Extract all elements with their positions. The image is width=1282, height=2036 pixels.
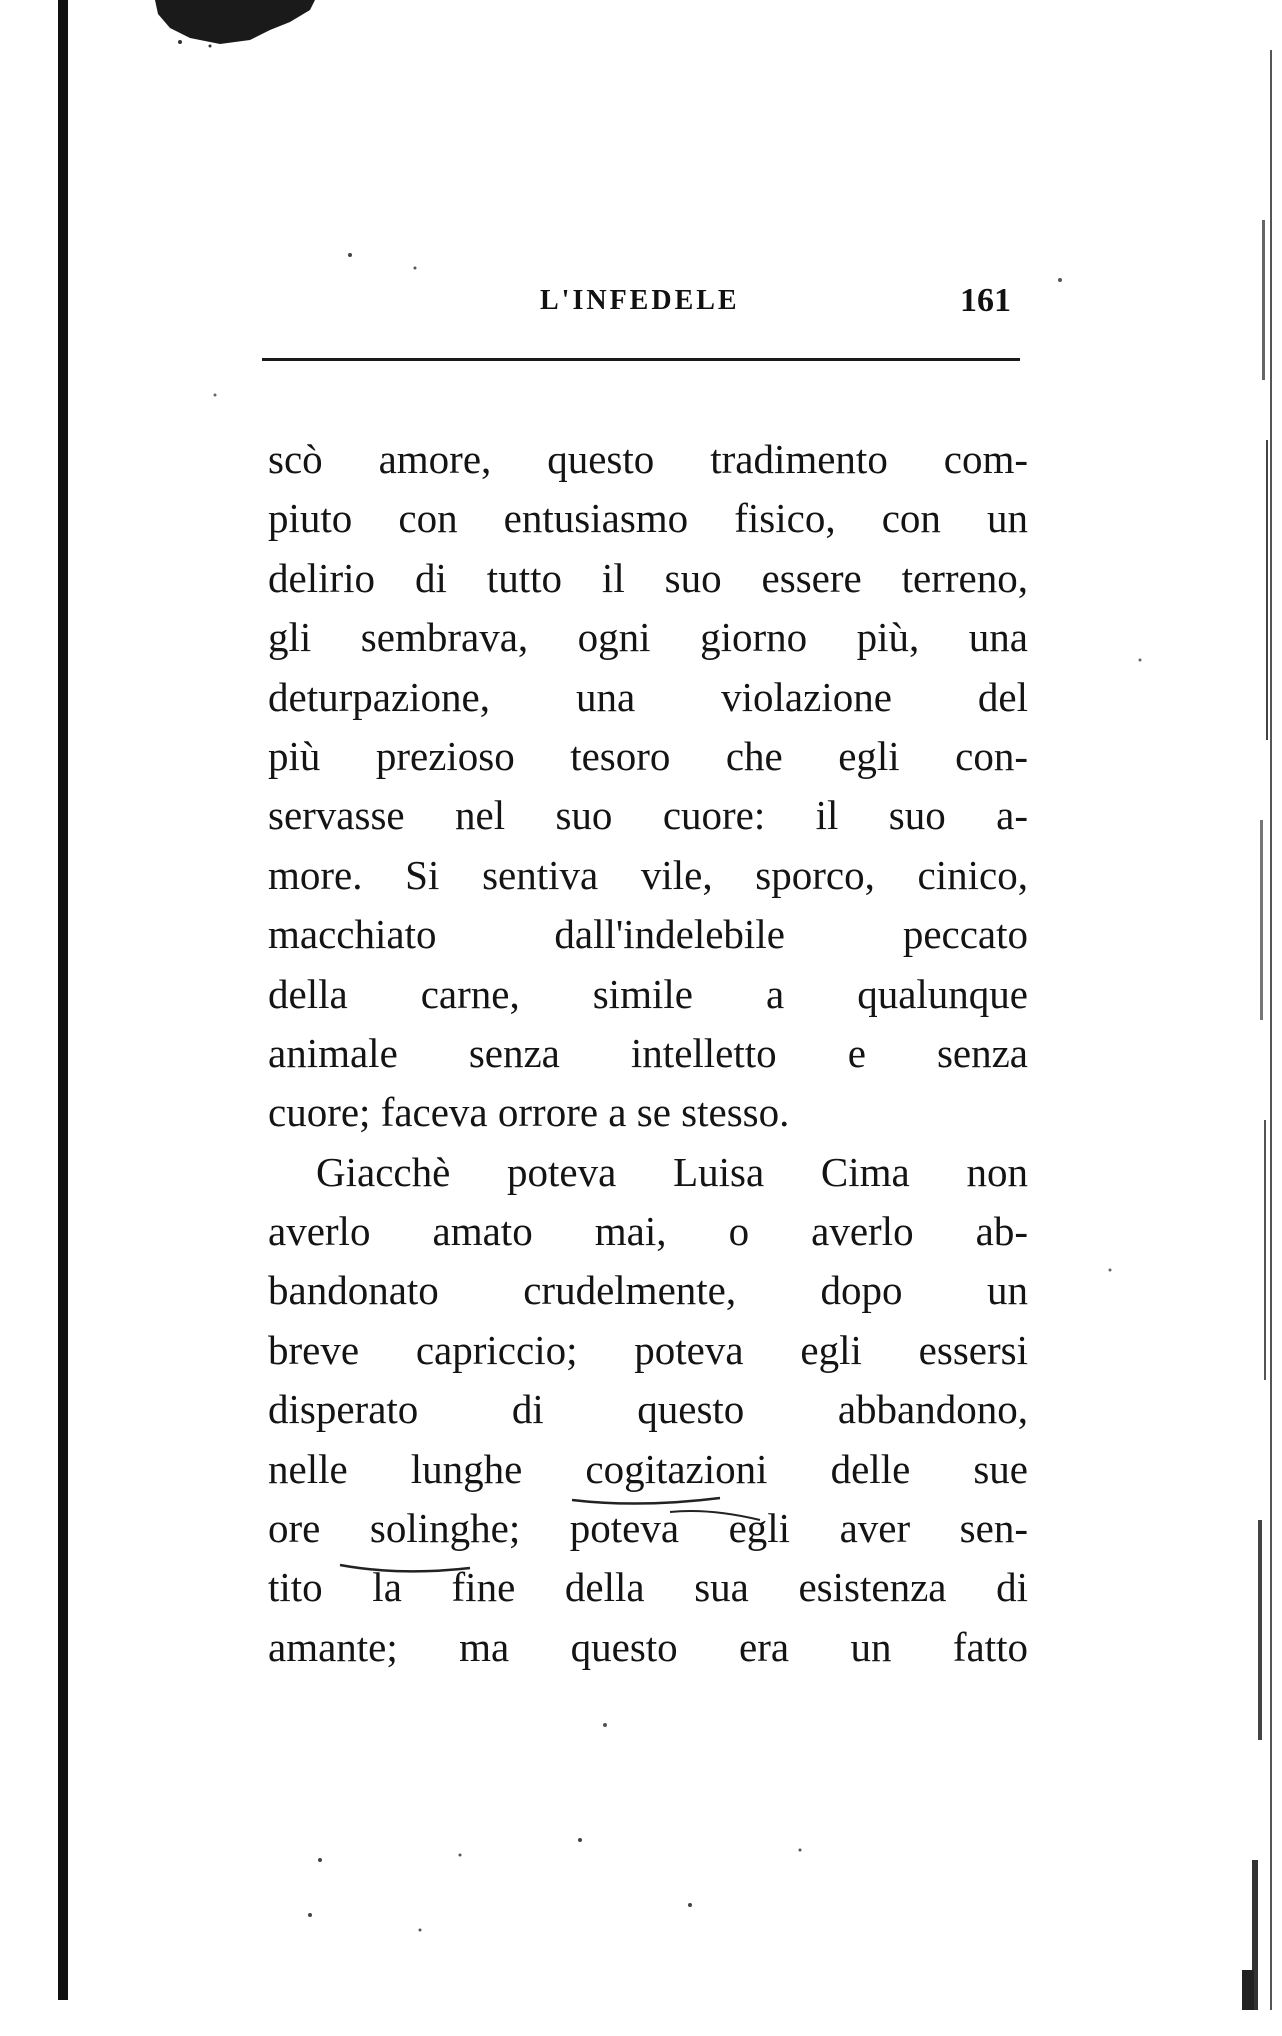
text-line: deturpazione, una violazione del [268,673,1028,720]
body-text [268,430,1028,1677]
text-line: bandonato crudelmente, dopo un [268,1267,1028,1314]
text-line: scò amore, questo tradimento com- [268,436,1028,482]
text-line: più prezioso tesoro che egli con- [268,732,1028,779]
scan-edge-speckles [1222,20,1282,2036]
text-line: macchiato dall'indelebile peccato [268,911,1028,958]
binding-edge [58,0,68,2000]
running-title: L'INFEDELE [540,285,740,316]
header-rule [262,358,1020,361]
text-line: gli sembrava, ogni giorno più, una [268,614,1028,661]
text-line: breve capriccio; poteva egli essersi [268,1326,1028,1373]
page-number: 161 [960,282,1011,319]
text-line: Giacchè poteva Luisa Cima non [316,1148,1028,1195]
text-line: cuore; faceva orrore a se stesso. [268,1089,790,1136]
ink-blot [150,0,320,48]
text-line: piuto con entusiasmo fisico, con un [268,495,1028,542]
text-line: averlo amato mai, o averlo ab- [268,1208,1028,1255]
text-line: nelle lunghe cogitazioni delle sue [268,1445,1028,1492]
text-line: amante; ma questo era un fatto [268,1623,1028,1670]
text-line: ore solinghe; poteva egli aver sen- [268,1505,1028,1552]
text-line: disperato di questo abbandono, [268,1386,1028,1433]
text-line: delirio di tutto il suo essere terreno, [268,554,1028,601]
text-line: servasse nel suo cuore: il suo a- [268,792,1028,839]
text-line: more. Si sentiva vile, sporco, cinico, [268,851,1028,898]
text-line: animale senza intelletto e senza [268,1029,1028,1076]
text-line: tito la fine della sua esistenza di [268,1564,1028,1611]
text-line: della carne, simile a qualunque [268,970,1028,1017]
